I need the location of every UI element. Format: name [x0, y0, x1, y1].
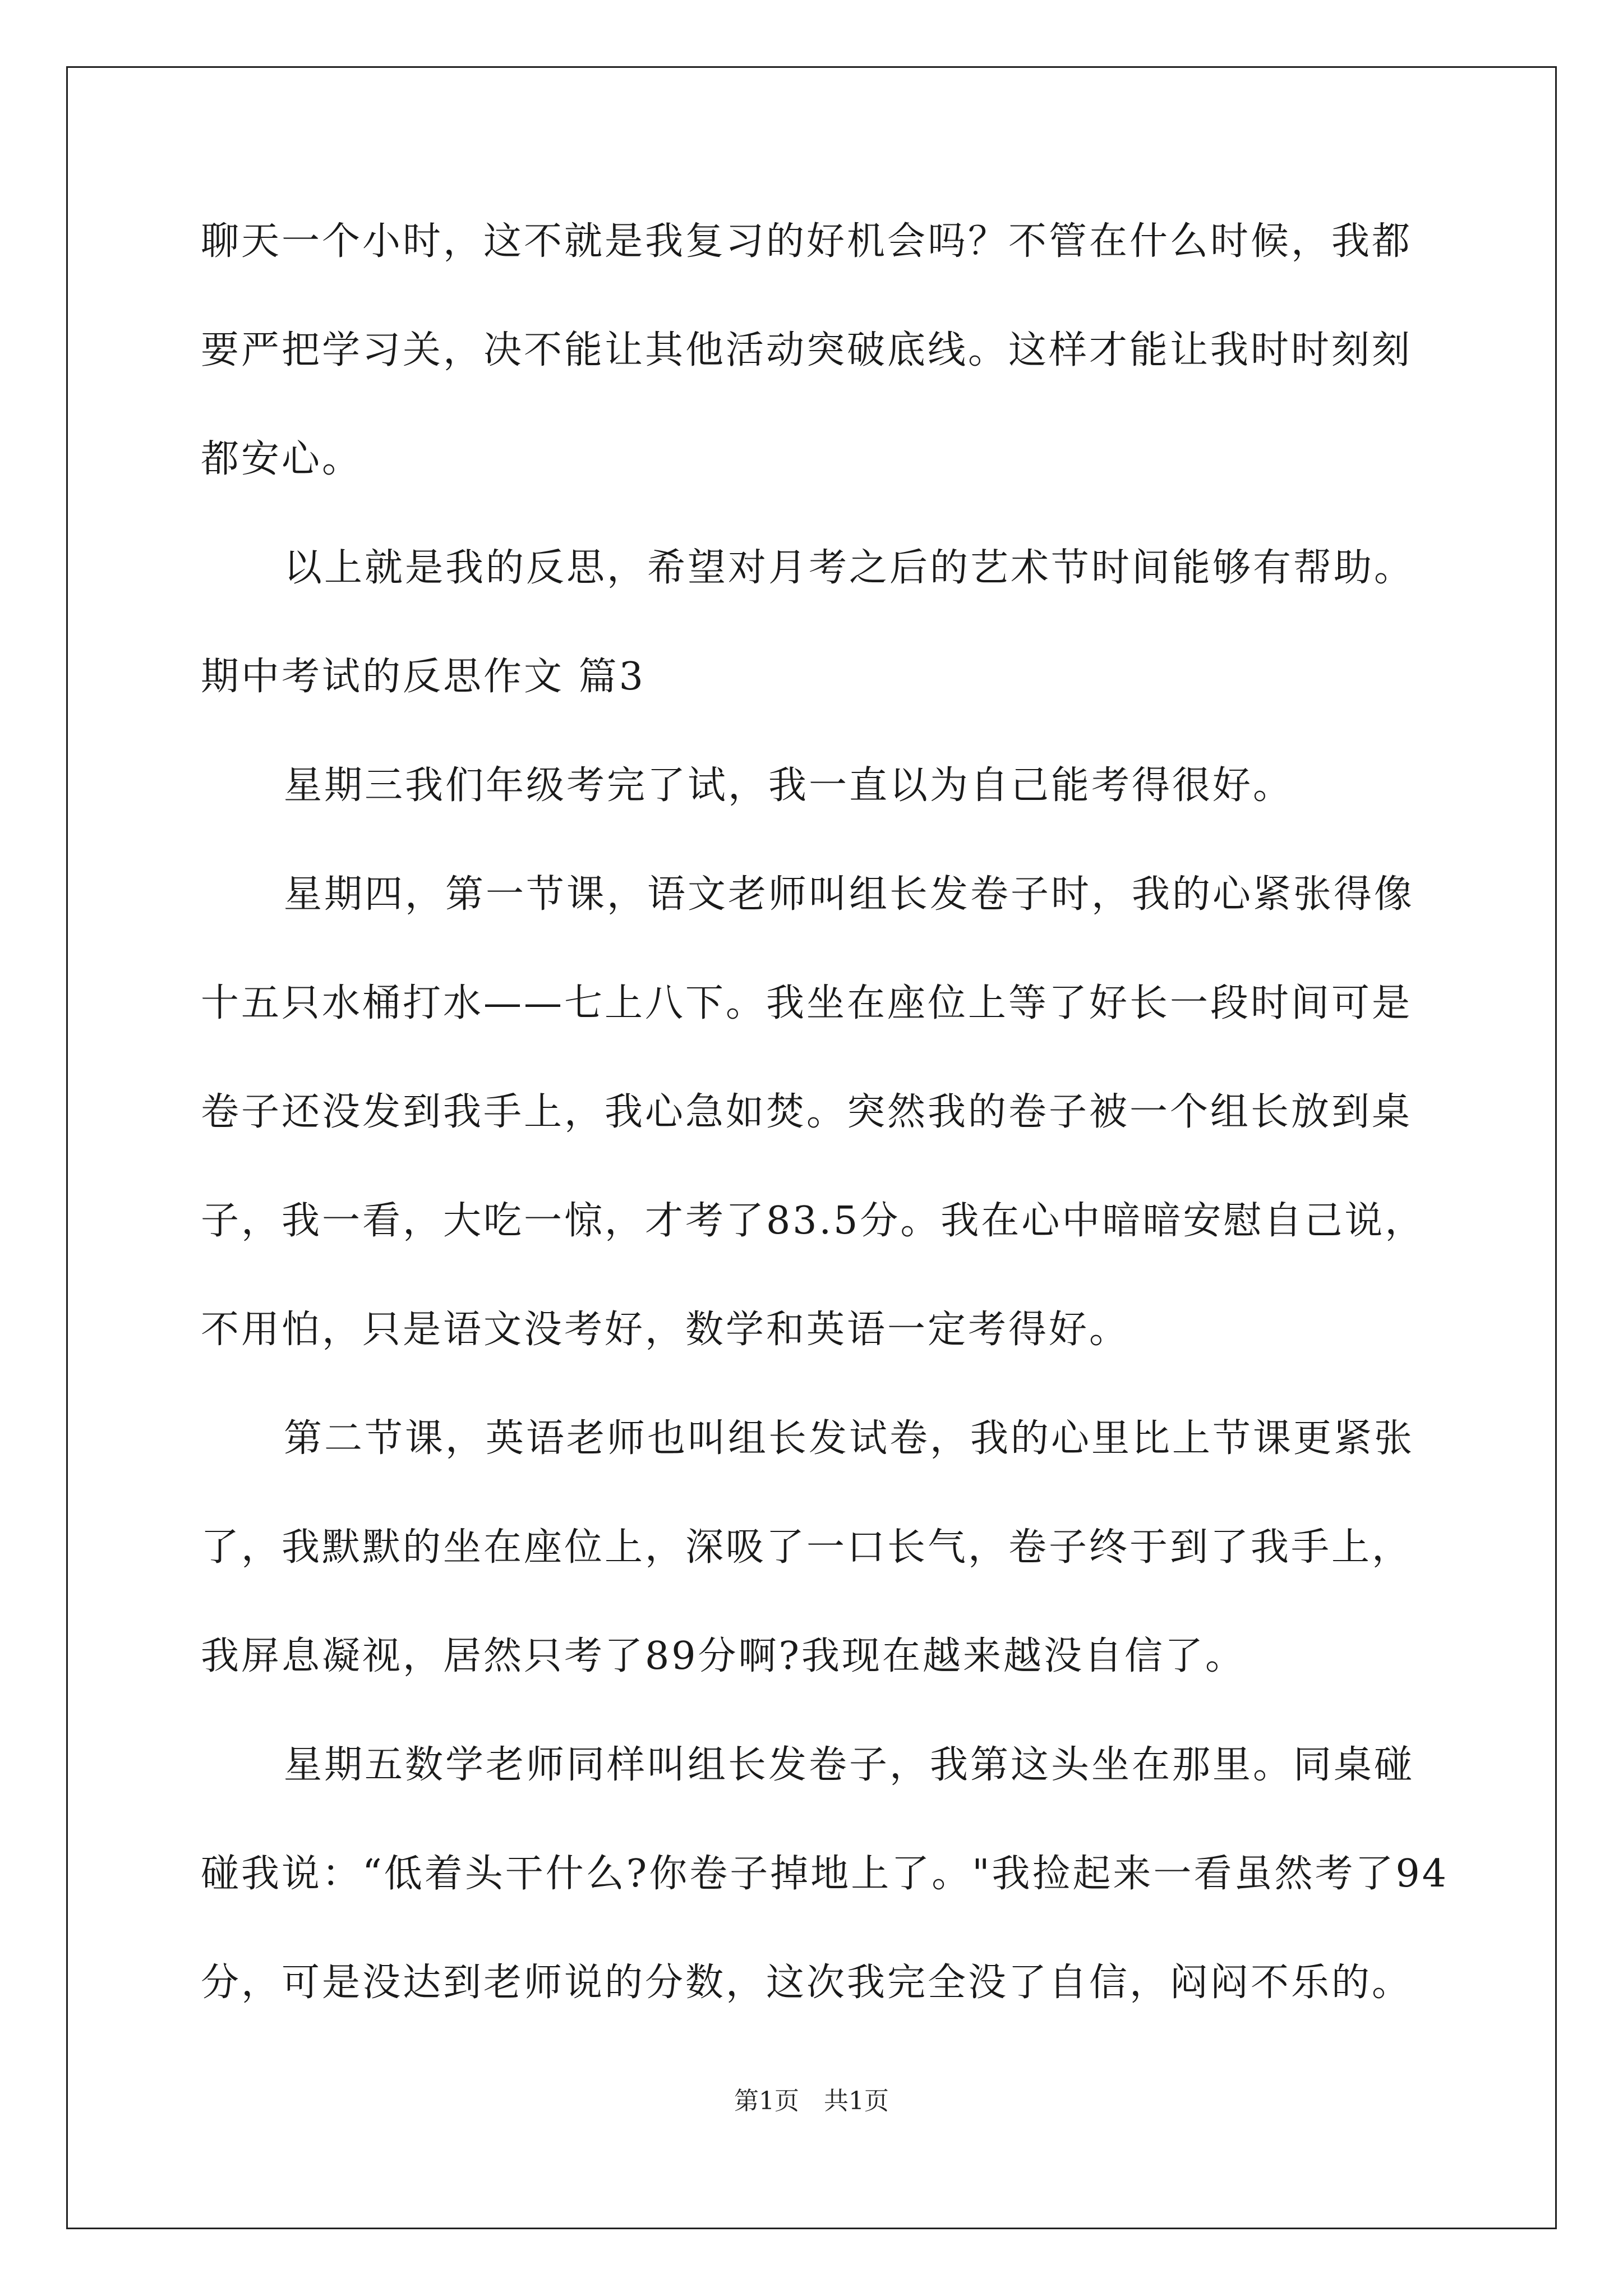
text-line: 要严把学习关，决不能让其他活动突破底线。这样才能让我时时刻刻 — [201, 328, 1413, 372]
paragraph-line: 星期四，第一节课，语文老师叫组长发卷子时，我的心紧张得像 — [284, 872, 1415, 917]
page-footer: 第1页 共1页 — [734, 2087, 889, 2115]
text-line: 分，可是没达到老师说的分数，这次我完全没了自信，闷闷不乐的。 — [201, 1961, 1413, 2005]
text-line: 十五只水桶打水——七上八下。我坐在座位上等了好长一段时间可是 — [201, 981, 1413, 1025]
paragraph-line: 以上就是我的反思，希望对月考之后的艺术节时间能够有帮助。 — [284, 546, 1415, 590]
paragraph-line: 第二节课，英语老师也叫组长发试卷，我的心里比上节课更紧张 — [284, 1416, 1415, 1461]
text-line: 我屏息凝视，居然只考了89分啊?我现在越来越没自信了。 — [201, 1634, 1246, 1678]
text-line: 子，我一看，大吃一惊，才考了83.5分。我在心中暗暗安慰自己说， — [201, 1199, 1426, 1243]
text-line: 碰我说：“低着头干什么?你卷子掉地上了。"我捡起来一看虽然考了94 — [201, 1852, 1449, 1896]
text-line: 聊天一个小时，这不就是我复习的好机会吗？不管在什么时候，我都 — [201, 219, 1413, 264]
text-line: 了，我默默的坐在座位上，深吸了一口长气，卷子终于到了我手上， — [201, 1525, 1413, 1570]
paragraph-line: 星期三我们年级考完了试，我一直以为自己能考得很好。 — [284, 763, 1294, 808]
text-line: 都安心。 — [201, 437, 363, 481]
text-line: 不用怕，只是语文没考好，数学和英语一定考得好。 — [201, 1308, 1130, 1352]
section-heading: 期中考试的反思作文 篇3 — [201, 655, 645, 699]
page-border — [66, 66, 1557, 2229]
paragraph-line: 星期五数学老师同样叫组长发卷子，我第这头坐在那里。同桌碰 — [284, 1743, 1415, 1787]
text-line: 卷子还没发到我手上，我心急如焚。突然我的卷子被一个组长放到桌 — [201, 1090, 1413, 1134]
